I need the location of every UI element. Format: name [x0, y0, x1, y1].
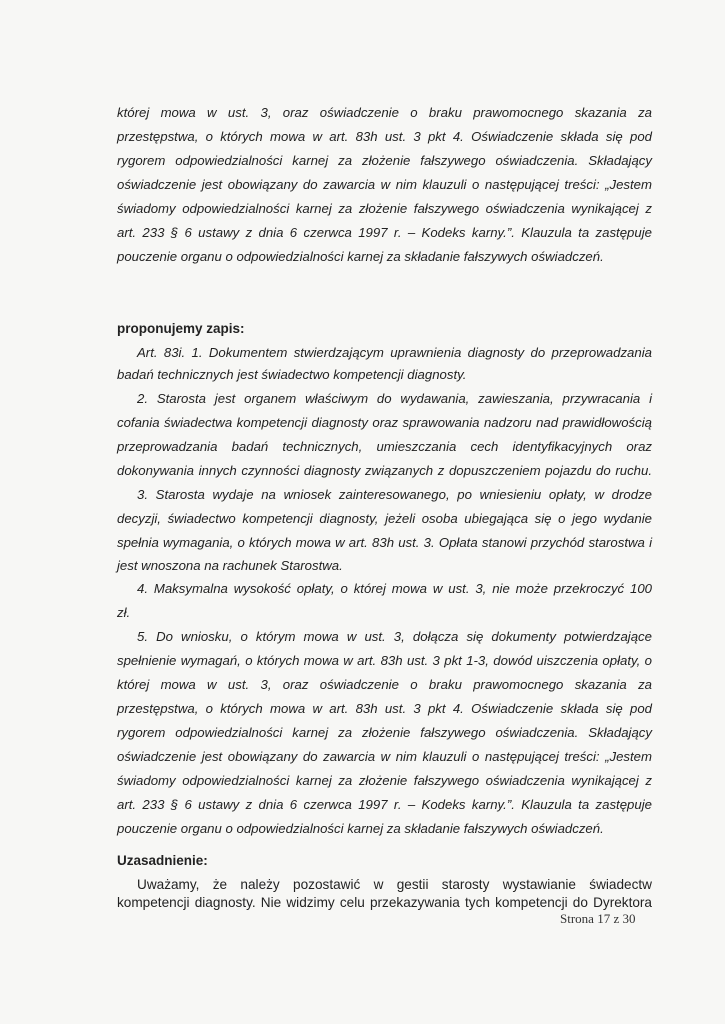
text-line: spełnia wymagania, o których mowa w art. 83h ust. 3. Opłata stanowi przychód starostwa i — [117, 535, 652, 550]
page-number: Strona 17 z 30 — [560, 911, 636, 926]
text-line: rygorem odpowiedzialności karnej za złożenie fałszywego oświadczenia. Składający — [117, 725, 652, 740]
text-line: 5. Do wniosku, o którym mowa w ust. 3, dołącza się dokumenty potwierdzające — [137, 629, 652, 644]
text-line: przeprowadzania badań technicznych, umieszczania cech identyfikacyjnych oraz — [117, 439, 652, 454]
text-line: spełnienie wymagań, o których mowa w art. 83h ust. 3 pkt 1-3, dowód uiszczenia opłaty, o — [117, 653, 652, 668]
text-line: art. 233 § 6 ustawy z dnia 6 czerwca 1997 r. – Kodeks karny.”. Klauzula ta zastępuje — [117, 225, 652, 240]
text-line: art. 233 § 6 ustawy z dnia 6 czerwca 1997 r. – Kodeks karny.”. Klauzula ta zastępuje — [117, 797, 652, 812]
text-line: Uważamy, że należy pozostawić w gestii starosty wystawianie świadectw — [137, 877, 652, 892]
text-line: świadomy odpowiedzialności karnej za złożenie fałszywego oświadczenia wynikającej z — [117, 773, 652, 788]
text-line: zł. — [117, 605, 131, 620]
text-line: 4. Maksymalna wysokość opłaty, o której mowa w ust. 3, nie może przekroczyć 100 — [137, 581, 652, 596]
text-line: Art. 83i. 1. Dokumentem stwierdzającym uprawnienia diagnosty do przeprowadzania — [137, 345, 652, 360]
text-line: oświadczenie jest obowiązany do zawarcia w nim klauzuli o następującej treści: „Jestem — [117, 177, 652, 192]
text-line: cofania świadectwa kompetencji diagnosty oraz sprawowania nadzoru nad prawidłowością — [117, 415, 652, 430]
text-line: której mowa w ust. 3, oraz oświadczenie o braku prawomocnego skazania za — [117, 677, 652, 692]
text-line: decyzji, świadectwo kompetencji diagnosty, jeżeli osoba ubiegająca się o jego wydanie — [117, 511, 652, 526]
text-line: 2. Starosta jest organem właściwym do wydawania, zawieszania, przywracania i — [137, 391, 652, 406]
text-line: 3. Starosta wydaje na wniosek zainteresowanego, po wniesieniu opłaty, w drodze — [137, 487, 652, 502]
text-line: oświadczenie jest obowiązany do zawarcia w nim klauzuli o następującej treści: „Jestem — [117, 749, 652, 764]
text-line: pouczenie organu o odpowiedzialności karnej za składanie fałszywych oświadczeń. — [117, 821, 604, 836]
text-line: jest wnoszona na rachunek Starostwa. — [117, 558, 343, 573]
text-line: pouczenie organu o odpowiedzialności karnej za składanie fałszywych oświadczeń. — [117, 249, 604, 264]
text-line: dokonywania innych czynności diagnosty związanych z dopuszczeniem pojazdu do ruchu. — [117, 463, 652, 478]
text-line: której mowa w ust. 3, oraz oświadczenie o braku prawomocnego skazania za — [117, 105, 652, 120]
proposal-heading: proponujemy zapis: — [117, 321, 245, 336]
text-line: przestępstwa, o których mowa w art. 83h ust. 3 pkt 4. Oświadczenie składa się pod — [117, 701, 652, 716]
justification-heading: Uzasadnienie: — [117, 853, 208, 868]
text-line: świadomy odpowiedzialności karnej za złożenie fałszywego oświadczenia wynikającej z — [117, 201, 652, 216]
text-line: przestępstwa, o których mowa w art. 83h ust. 3 pkt 4. Oświadczenie składa się pod — [117, 129, 652, 144]
text-line: badań technicznych jest świadectwo kompetencji diagnosty. — [117, 367, 467, 382]
text-line: rygorem odpowiedzialności karnej za złożenie fałszywego oświadczenia. Składający — [117, 153, 652, 168]
text-line: kompetencji diagnosty. Nie widzimy celu przekazywania tych kompetencji do Dyrektora — [117, 895, 652, 910]
